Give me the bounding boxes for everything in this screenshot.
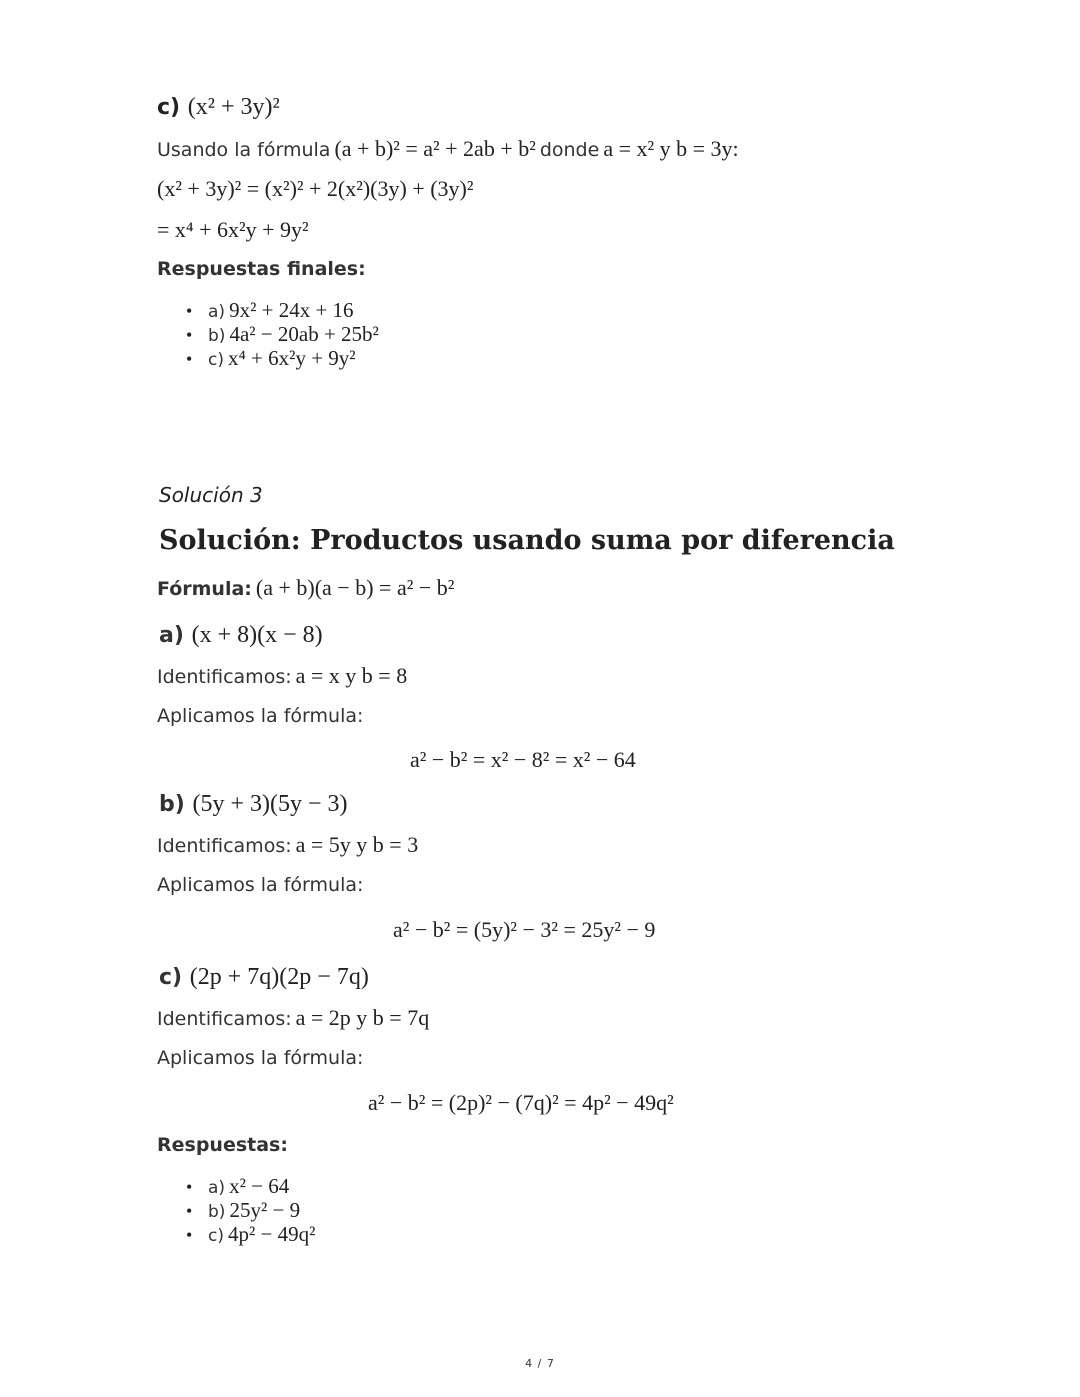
part-expression: (x² + 3y)² bbox=[187, 94, 280, 120]
identify-label: Identificamos: bbox=[157, 666, 292, 688]
result-expression: a² − b² = (2p)² − (7q)² = 4p² − 49q² bbox=[368, 1090, 674, 1115]
explain-formula: (a + b)² = a² + 2ab + b² bbox=[334, 136, 536, 161]
item-label: b) bbox=[208, 326, 226, 346]
part-label: b) bbox=[159, 792, 185, 817]
item-label: a) bbox=[208, 302, 226, 322]
part-expression: (2p + 7q)(2p − 7q) bbox=[189, 964, 369, 990]
item-value: 4p² − 49q² bbox=[227, 1222, 316, 1246]
result-expression: a² − b² = (5y)² − 3² = 25y² − 9 bbox=[393, 917, 656, 942]
explain-line bbox=[157, 136, 739, 162]
explain-vars: a = x² y b = 3y: bbox=[603, 136, 739, 161]
part-label: c) bbox=[157, 95, 181, 120]
item-value: x² − 64 bbox=[229, 1174, 290, 1198]
list-item: • a) 9x² + 24x + 16 bbox=[186, 298, 354, 322]
apply-label: Aplicamos la fórmula: bbox=[157, 705, 364, 727]
list-item: • c) 4p² − 49q² bbox=[186, 1222, 316, 1246]
item-value: 9x² + 24x + 16 bbox=[229, 298, 354, 322]
explain-prefix: Usando la fórmula bbox=[157, 139, 331, 161]
identify-label: Identificamos: bbox=[157, 1008, 292, 1030]
item-value: 4a² − 20ab + 25b² bbox=[229, 322, 379, 346]
formula-expression: (a + b)(a − b) = a² − b² bbox=[255, 575, 455, 600]
answers-list bbox=[186, 1174, 315, 1246]
answers-heading: Respuestas: bbox=[157, 1134, 288, 1156]
final-answers-list bbox=[186, 298, 379, 370]
item-label: a) bbox=[208, 1178, 226, 1198]
identify-line bbox=[157, 1005, 429, 1031]
list-item: • b) 25y² − 9 bbox=[186, 1198, 301, 1222]
part-a-heading bbox=[159, 622, 323, 649]
part-label: c) bbox=[159, 965, 183, 990]
part-b-heading bbox=[159, 791, 348, 818]
explain-mid: donde bbox=[539, 139, 600, 161]
list-item: • c) x⁴ + 6x²y + 9y² bbox=[186, 346, 356, 370]
formula-line bbox=[157, 575, 454, 601]
part-c-heading bbox=[159, 964, 369, 991]
identify-expression: a = x y b = 8 bbox=[295, 663, 408, 688]
item-label: c) bbox=[208, 350, 224, 370]
formula-label: Fórmula: bbox=[157, 578, 252, 600]
part-label: a) bbox=[159, 623, 184, 648]
identify-line bbox=[157, 832, 418, 858]
item-value: x⁴ + 6x²y + 9y² bbox=[227, 346, 356, 370]
part-expression: (5y + 3)(5y − 3) bbox=[192, 791, 348, 817]
part-expression: (x + 8)(x − 8) bbox=[191, 622, 323, 648]
apply-label: Aplicamos la fórmula: bbox=[157, 874, 364, 896]
identify-label: Identificamos: bbox=[157, 835, 292, 857]
part-c-heading bbox=[157, 94, 280, 121]
identify-expression: a = 2p y b = 7q bbox=[295, 1005, 430, 1030]
result-expression: a² − b² = x² − 8² = x² − 64 bbox=[410, 747, 636, 772]
page-number: 4 / 7 bbox=[525, 1357, 555, 1370]
identify-line bbox=[157, 663, 407, 689]
apply-label: Aplicamos la fórmula: bbox=[157, 1047, 364, 1069]
identify-expression: a = 5y y b = 3 bbox=[295, 832, 419, 857]
expansion-step-1: (x² + 3y)² = (x²)² + 2(x²)(3y) + (3y)² bbox=[157, 176, 474, 201]
list-item: • a) x² − 64 bbox=[186, 1174, 290, 1198]
item-value: 25y² − 9 bbox=[229, 1198, 301, 1222]
expansion-step-2: = x⁴ + 6x²y + 9y² bbox=[157, 217, 309, 242]
final-answers-heading: Respuestas finales: bbox=[157, 258, 366, 280]
solution-title: Solución: Productos usando suma por diferencia bbox=[159, 525, 895, 556]
item-label: b) bbox=[208, 1202, 226, 1222]
solution-subtitle: Solución 3 bbox=[159, 483, 263, 507]
item-label: c) bbox=[208, 1226, 224, 1246]
list-item: • b) 4a² − 20ab + 25b² bbox=[186, 322, 379, 346]
